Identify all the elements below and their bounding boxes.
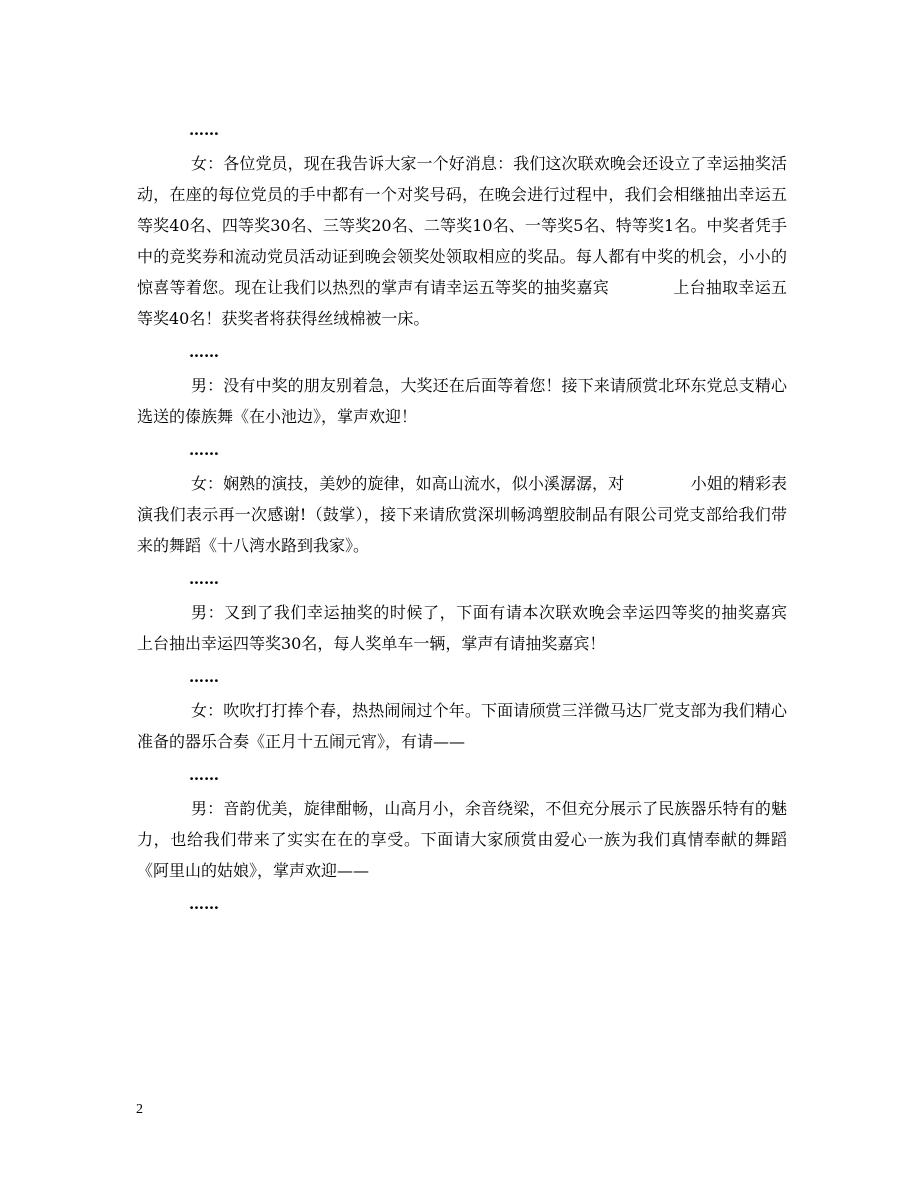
- page-number: 2: [136, 1102, 143, 1117]
- paragraph-lottery-announcement: 女：各位党员，现在我告诉大家一个好消息：我们这次联欢晚会还设立了幸运抽奖活动，在座的每位党员的手中都有一个对奖号码，在晚会进行过程中，我们会相继抽出幸运五等奖40名、四等奖30名、三等奖20名、二等奖10名、一等奖5名、特等奖1名。中奖者凭手中的竞奖券和流动党员活动证到晚会领奖处领取相应的奖品。每人都有中奖的机会，小小的惊喜等着您。现在让我们以热烈的掌声有请幸运五等奖的抽奖嘉宾 上台抽取幸运五等奖40名！获奖者将获得丝绒棉被一床。: [137, 154, 787, 328]
- ellipsis-separator: ……: [189, 441, 219, 459]
- ellipsis-separator: ……: [189, 895, 219, 913]
- paragraph-alishan-dance: 男：音韵优美，旋律酣畅，山高月小，余音绕梁，不但充分展示了民族器乐特有的魅力，也给我们带来了实实在在的享受。下面请大家颀赏由爱心一族为我们真情奉献的舞蹈《阿里山的姑娘》，掌声欢迎——: [137, 799, 787, 880]
- paragraph-instrumental: 女：吹吹打打捧个春，热热闹闹过个年。下面请颀赏三洋微马达厂党支部为我们精心准备的器乐合奏《正月十五闹元宵》，有请——: [137, 701, 787, 751]
- ellipsis-separator: ……: [189, 766, 219, 784]
- ellipsis-separator: ……: [189, 121, 219, 139]
- paragraph-dai-dance: 男：没有中奖的朋友别着急，大奖还在后面等着您！接下来请颀赏北环东党总支精心选送的傣族舞《在小池边》，掌声欢迎！: [137, 376, 787, 426]
- ellipsis-separator: ……: [189, 343, 219, 361]
- paragraph-fourth-prize: 男：又到了我们幸运抽奖的时候了，下面有请本次联欢晚会幸运四等奖的抽奖嘉宾 上台抽出幸运四等奖30名，每人奖单车一辆，掌声有请抽奖嘉宾！: [137, 603, 864, 653]
- paragraph-thanks-performance: 女：娴熟的演技，美妙的旋律，如高山流水，似小溪潺潺，对 小姐的精彩表演我们表示再一次感谢!（鼓掌），接下来请欣赏深圳畅鸿塑胶制品有限公司党支部给我们带来的舞蹈《十八湾水路到我家》。: [137, 474, 787, 555]
- document-body: [137, 112, 864, 922]
- ellipsis-separator: ……: [189, 668, 219, 686]
- ellipsis-separator: ……: [189, 570, 219, 588]
